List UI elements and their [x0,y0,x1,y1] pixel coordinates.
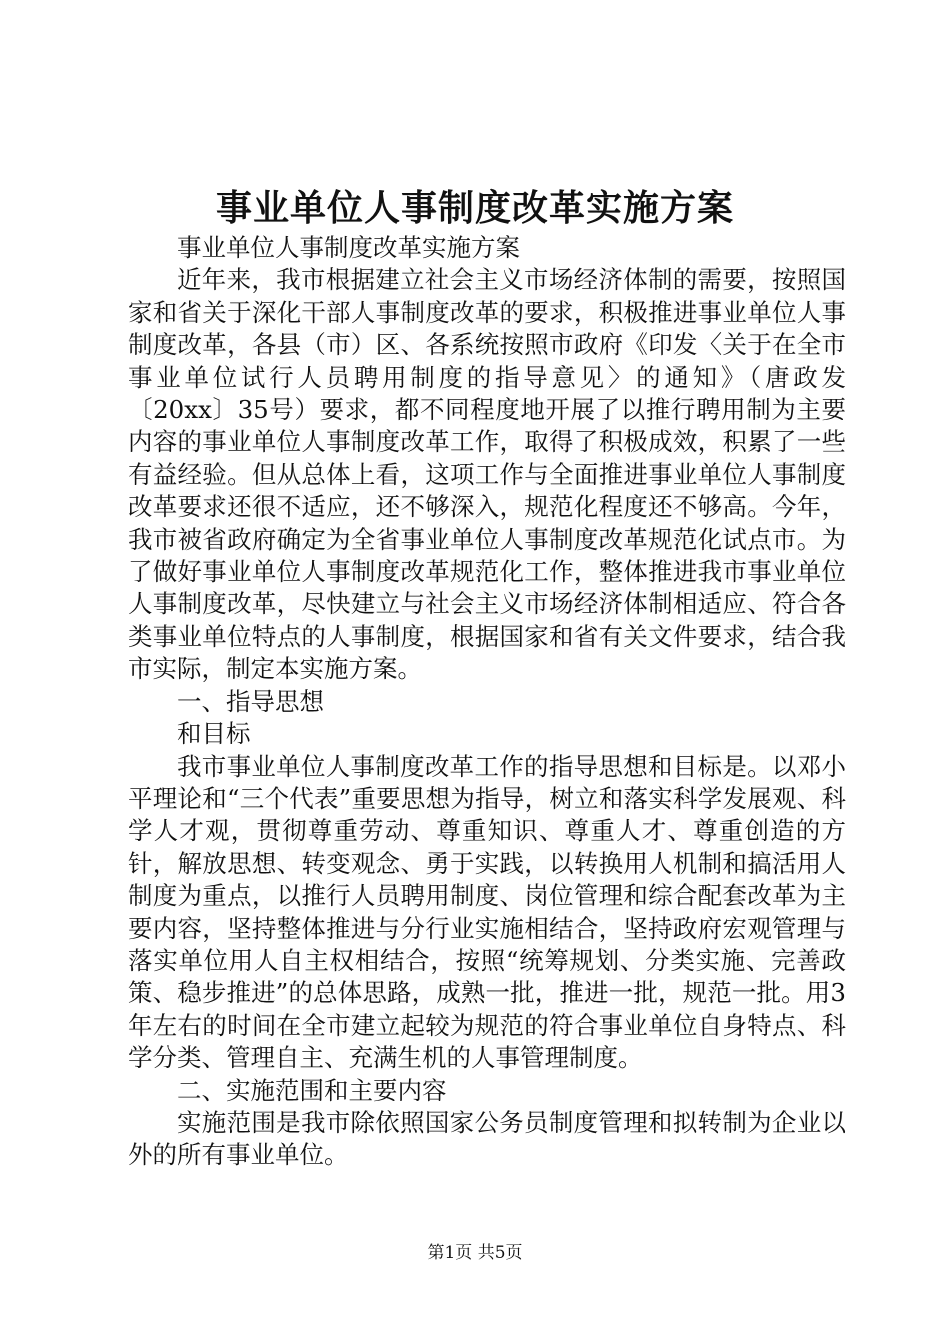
page-footer: 第1页 共5页 [427,1243,523,1263]
document-body [128,232,846,1172]
paragraph-scope: 实施范围是我市除依照国家公务员制度管理和拟转制为企业以外的所有事业单位。 [128,1107,846,1170]
section-heading-goals: 和目标 [177,719,251,749]
paragraph-guiding-thought: 我市事业单位人事制度改革工作的指导思想和目标是。以邓小平理论和“三个代表”重要思想为指导，树立和落实科学发展观、科学人才观，贯彻尊重劳动、尊重知识、尊重人才、尊重创造的方针，解放思想、转变观念、勇于实践，以转换用人机制和搞活用人制度为重点，以推行人员聘用制度、岗位管理和综合配套改革为主要内容，坚持整体推进与分行业实施相结合，坚持政府宏观管理与落实单位用人自主权相结合，按照“统筹规划、分类实施、完善政策、稳步推进”的总体思路，成熟一批，推进一批，规范一批。用3年左右的时间在全市建立起较为规范的符合事业单位自身特点、科学分类、管理自主、充满生机的人事管理制度。 [128,751,846,1073]
document-title: 事业单位人事制度改革实施方案 [215,187,734,229]
paragraph-subtitle: 事业单位人事制度改革实施方案 [177,233,520,262]
section-heading-guiding-thought: 一、指导思想 [177,686,324,716]
paragraph-intro: 近年来，我市根据建立社会主义市场经济体制的需要，按照国家和省关于深化干部人事制度改革的要求，积极推进事业单位人事制度改革，各县（市）区、各系统按照市政府《印发〈关于在全市事业单位试行人员聘用制度的指导意见〉的通知》（唐政发〔20xx〕35号）要求，都不同程度地开展了以推行聘用制为主要内容的事业单位人事制度改革工作，取得了积极成效，积累了一些有益经验。但从总体上看，这项工作与全面推进事业单位人事制度改革要求还很不适应，还不够深入，规范化程度还不够高。今年，我市被省政府确定为全省事业单位人事制度改革规范化试点市。为了做好事业单位人事制度改革规范化工作，整体推进我市事业单位人事制度改革，尽快建立与社会主义市场经济体制相适应、符合各类事业单位特点的人事制度，根据国家和省有关文件要求，结合我市实际，制定本实施方案。 [128,265,846,684]
section-heading-scope: 二、实施范围和主要内容 [177,1075,447,1105]
